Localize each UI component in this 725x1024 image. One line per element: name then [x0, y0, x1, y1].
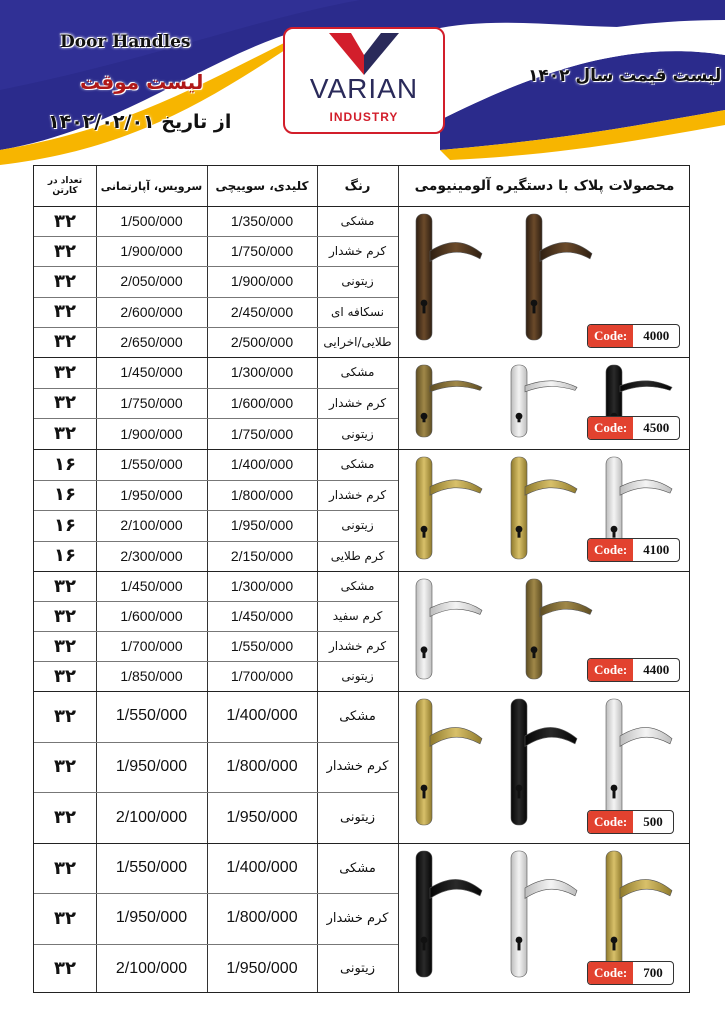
bathroom-price-cell: 2/100/000 — [115, 808, 188, 826]
bathroom-price-cell: 2/600/000 — [120, 303, 183, 320]
carton-count-cell: ۳۲ — [54, 361, 76, 383]
code-label: Code: — [588, 417, 633, 439]
key-price-cell: 1/450/000 — [230, 608, 294, 624]
carton-count-cell: ۱۶ — [54, 484, 76, 506]
bathroom-price-cell: 2/300/000 — [120, 547, 183, 564]
color-cell: کرم خشدار — [326, 910, 389, 926]
carton-count-cell: ۳۲ — [54, 635, 76, 657]
code-label: Code: — [588, 539, 633, 561]
carton-count-cell: ۳۲ — [54, 210, 76, 232]
product-code-badge — [587, 810, 674, 834]
bathroom-price-cell: 1/950/000 — [120, 486, 183, 503]
carton-count-cell: ۳۲ — [54, 392, 76, 414]
color-cell: کرم خشدار — [328, 487, 387, 502]
door-handle-image — [596, 849, 676, 979]
carton-count-cell: ۳۲ — [54, 857, 76, 879]
door-handle-image — [501, 455, 581, 561]
product-code-badge — [587, 416, 680, 440]
product-code-badge — [587, 961, 674, 985]
color-cell: مشکی — [339, 708, 376, 724]
key-price-cell: 1/750/000 — [230, 243, 294, 260]
color-cell: کرم خشدار — [328, 639, 387, 653]
door-handle-image — [516, 577, 596, 681]
carton-count-cell: ۳۲ — [54, 575, 76, 597]
color-cell: زیتونی — [341, 518, 374, 533]
color-cell: مشکی — [340, 457, 375, 472]
carton-count-cell: ۳۲ — [54, 958, 76, 980]
color-cell: زیتونی — [340, 810, 375, 826]
logo-text: VARIAN — [309, 73, 419, 104]
color-cell: کرم خشدار — [328, 244, 387, 259]
key-price-cell: 1/900/000 — [230, 273, 294, 290]
key-price-cell: 2/150/000 — [230, 547, 294, 564]
carton-count-cell: ۳۲ — [54, 705, 76, 727]
header-date: از تاریخ ۱۴۰۲/۰۲/۰۱ — [48, 111, 232, 133]
carton-count-cell: ۳۲ — [54, 331, 76, 353]
header-price-list-title: لیست قیمت سال ۱۴۰۲ — [528, 66, 722, 86]
key-price-cell: 2/450/000 — [230, 303, 294, 320]
color-cell: طلایی/اخرایی — [323, 334, 392, 349]
header-color: رنگ — [344, 178, 371, 194]
color-cell: نسکافه ای — [330, 304, 385, 319]
door-handle-image — [596, 697, 676, 827]
carton-count-cell: ۱۶ — [54, 545, 76, 567]
bathroom-price-cell: 1/550/000 — [115, 859, 188, 877]
door-handle-image — [501, 363, 581, 439]
code-value: 4000 — [643, 328, 670, 343]
color-cell: زیتونی — [341, 669, 374, 683]
varian-logo — [283, 27, 445, 134]
code-label: Code: — [588, 659, 633, 681]
header-product: محصولات پلاک با دستگیره آلومینیومی — [414, 178, 675, 194]
door-handle-image — [501, 697, 581, 827]
bathroom-price-cell: 1/600/000 — [120, 608, 183, 624]
price-table — [33, 165, 690, 993]
key-price-cell: 1/400/000 — [230, 456, 294, 473]
bathroom-price-cell: 1/950/000 — [115, 909, 188, 927]
code-value: 4500 — [643, 420, 670, 435]
door-handle-image — [406, 455, 486, 561]
door-handle-image — [406, 577, 486, 681]
key-price-cell: 1/800/000 — [226, 909, 298, 927]
header-subtitle: لیست موقت — [80, 70, 204, 94]
bathroom-price-cell: 1/900/000 — [120, 243, 183, 260]
key-price-cell: 1/600/000 — [230, 394, 294, 411]
product-code-badge — [587, 658, 680, 682]
header-carton-count: تعداد در کارتن — [47, 176, 83, 196]
key-price-cell: 2/500/000 — [230, 333, 294, 350]
product-code-badge — [587, 538, 680, 562]
bathroom-price-cell: 2/050/000 — [120, 273, 183, 290]
color-cell: کرم طلایی — [330, 548, 385, 563]
key-price-cell: 1/700/000 — [230, 668, 294, 684]
key-price-cell: 1/800/000 — [226, 757, 298, 775]
code-value: 4400 — [643, 662, 670, 677]
bathroom-price-cell: 1/950/000 — [115, 757, 188, 775]
bathroom-price-cell: 1/750/000 — [120, 394, 183, 411]
carton-count-cell: ۳۲ — [54, 756, 76, 778]
code-value: 500 — [643, 814, 663, 829]
key-price-cell: 1/300/000 — [230, 364, 294, 381]
logo-industry: INDUSTRY — [329, 110, 399, 124]
key-price-cell: 1/750/000 — [230, 425, 294, 442]
bathroom-price-cell: 1/550/000 — [120, 456, 183, 473]
header-key-price: کلیدی، سوییچی — [215, 179, 309, 193]
bathroom-price-cell: 1/700/000 — [120, 638, 183, 654]
bathroom-price-cell: 1/450/000 — [120, 578, 183, 594]
carton-count-cell: ۳۲ — [54, 807, 76, 829]
key-price-cell: 1/950/000 — [226, 808, 298, 826]
carton-count-cell: ۳۲ — [54, 605, 76, 627]
color-cell: زیتونی — [341, 274, 374, 289]
code-label: Code: — [588, 962, 633, 984]
door-handle-image — [406, 363, 486, 439]
carton-count-cell: ۳۲ — [54, 270, 76, 292]
door-handle-image — [406, 697, 486, 827]
carton-count-cell: ۳۲ — [54, 665, 76, 687]
code-value: 4100 — [643, 542, 670, 557]
bathroom-price-cell: 1/550/000 — [115, 707, 188, 725]
bathroom-price-cell: 1/450/000 — [120, 364, 183, 381]
bathroom-price-cell: 1/900/000 — [120, 425, 183, 442]
header-bathroom-price: سرویس، آپارتمانی — [100, 179, 203, 193]
product-code-badge — [587, 324, 680, 348]
color-cell: مشکی — [340, 214, 375, 229]
key-price-cell: 1/400/000 — [226, 859, 298, 877]
key-price-cell: 1/550/000 — [230, 638, 294, 654]
color-cell: زیتونی — [340, 961, 375, 977]
key-price-cell: 1/350/000 — [230, 213, 294, 230]
color-cell: کرم سفید — [332, 609, 383, 623]
column-divider — [398, 166, 399, 992]
carton-count-cell: ۳۲ — [54, 423, 76, 445]
carton-count-cell: ۱۶ — [54, 514, 76, 536]
carton-count-cell: ۳۲ — [54, 240, 76, 262]
key-price-cell: 1/950/000 — [230, 517, 294, 534]
carton-count-cell: ۳۲ — [54, 301, 76, 323]
header — [0, 0, 725, 165]
code-value: 700 — [643, 965, 663, 980]
key-price-cell: 1/950/000 — [226, 959, 298, 977]
key-price-cell: 1/800/000 — [230, 486, 294, 503]
color-cell: مشکی — [340, 579, 375, 593]
bathroom-price-cell: 1/500/000 — [120, 213, 183, 230]
door-handle-image — [406, 212, 486, 342]
bathroom-price-cell: 2/100/000 — [120, 517, 183, 534]
key-price-cell: 1/400/000 — [226, 707, 298, 725]
door-handle-image — [406, 849, 486, 979]
code-label: Code: — [588, 325, 633, 347]
carton-count-cell: ۱۶ — [54, 453, 76, 475]
color-cell: زیتونی — [341, 426, 374, 441]
bathroom-price-cell: 2/650/000 — [120, 333, 183, 350]
bathroom-price-cell: 2/100/000 — [115, 959, 188, 977]
door-handle-image — [501, 849, 581, 979]
code-label: Code: — [588, 811, 633, 833]
door-handle-image — [516, 212, 596, 342]
color-cell: مشکی — [339, 860, 376, 876]
logo-v-mark — [329, 33, 399, 75]
color-cell: مشکی — [340, 365, 375, 380]
header-title: Door Handles — [60, 32, 191, 52]
key-price-cell: 1/300/000 — [230, 578, 294, 594]
color-cell: کرم خشدار — [328, 395, 387, 410]
bathroom-price-cell: 1/850/000 — [120, 668, 183, 684]
color-cell: کرم خشدار — [326, 759, 389, 775]
carton-count-cell: ۳۲ — [54, 907, 76, 929]
